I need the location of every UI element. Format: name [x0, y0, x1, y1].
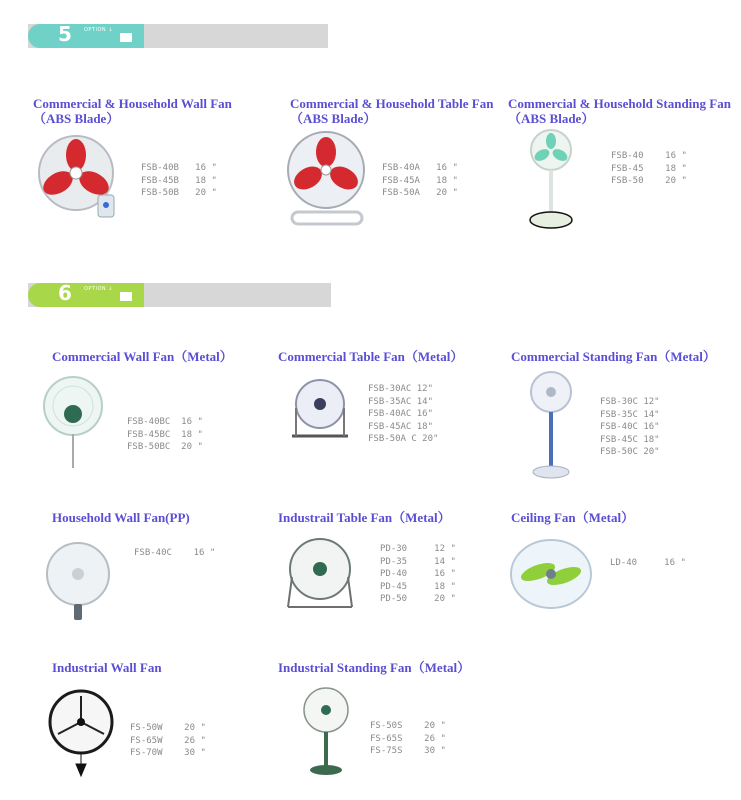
section-number: 6 [58, 281, 72, 305]
product-subtitle: （ABS Blade） [290, 111, 377, 126]
option-box-icon [120, 292, 132, 301]
product-specs: FSB-40A 16 " FSB-45A 18 " FSB-50A 20 " [382, 163, 458, 198]
product-specs: FSB-30C 12" FSB-35C 14" FSB-40C 16" FSB-45C 18" FSB-50C 20" [600, 397, 660, 457]
product-title: Commercial Wall Fan（Metal） [52, 349, 233, 364]
product-specs: FSB-40C 16 " [134, 548, 216, 558]
section-option-label: OPTION ↓ [84, 27, 113, 33]
section-5-banner [28, 24, 328, 48]
product-title: Ceiling Fan（Metal） [511, 510, 635, 525]
product-specs: FSB-40BC 16 " FSB-45BC 18 " FSB-50BC 20 " [127, 417, 203, 452]
section-number: 5 [58, 22, 72, 46]
product-specs: PD-30 12 " PD-35 14 " PD-40 16 " PD-45 18 " PD-50 20 " [380, 544, 456, 604]
product-title: Commercial & Household Wall Fan [33, 96, 232, 111]
industrial-wall-fan-image [48, 688, 114, 780]
product-subtitle: （ABS Blade） [33, 111, 120, 126]
section-option-label: OPTION ↓ [84, 286, 113, 292]
commercial-table-fan-image [288, 378, 354, 440]
product-specs: LD-40 16 " [610, 558, 686, 568]
product-title: Industrial Standing Fan（Metal） [278, 660, 471, 675]
product-specs: FS-50S 20 " FS-65S 26 " FS-75S 30 " [370, 721, 446, 756]
industrial-standing-fan-image [296, 686, 356, 778]
industrial-table-fan-image [284, 537, 358, 611]
product-title: Industrial Wall Fan [52, 660, 162, 675]
product-specs: FSB-30AC 12" FSB-35AC 14" FSB-40AC 16" FSB-45AC 18" FSB-50A C 20" [368, 384, 439, 444]
ceiling-fan-image [508, 536, 594, 612]
section-6-banner [28, 283, 331, 307]
product-specs: FSB-40B 16 " FSB-45B 18 " FSB-50B 20 " [141, 163, 217, 198]
product-title: Commercial & Household Table Fan [290, 96, 494, 111]
product-title: Commercial Standing Fan（Metal） [511, 349, 716, 364]
product-title: Commercial & Household Standing Fan [508, 96, 731, 111]
option-box-icon [120, 33, 132, 42]
product-specs: FSB-40 16 " FSB-45 18 " FSB-50 20 " [611, 151, 687, 186]
commercial-wall-fan-image [42, 374, 106, 470]
product-title: Commercial Table Fan（Metal） [278, 349, 464, 364]
product-subtitle: （ABS Blade） [508, 111, 595, 126]
wall-fan-abs-image [36, 133, 128, 223]
product-title: Household Wall Fan(PP) [52, 510, 190, 525]
table-fan-abs-image [286, 130, 368, 228]
product-specs: FS-50W 20 " FS-65W 26 " FS-70W 30 " [130, 723, 206, 758]
product-title: Industrail Table Fan（Metal） [278, 510, 451, 525]
commercial-standing-fan-image [528, 370, 574, 482]
standing-fan-abs-image [528, 128, 574, 232]
household-wall-fan-image [45, 540, 111, 624]
